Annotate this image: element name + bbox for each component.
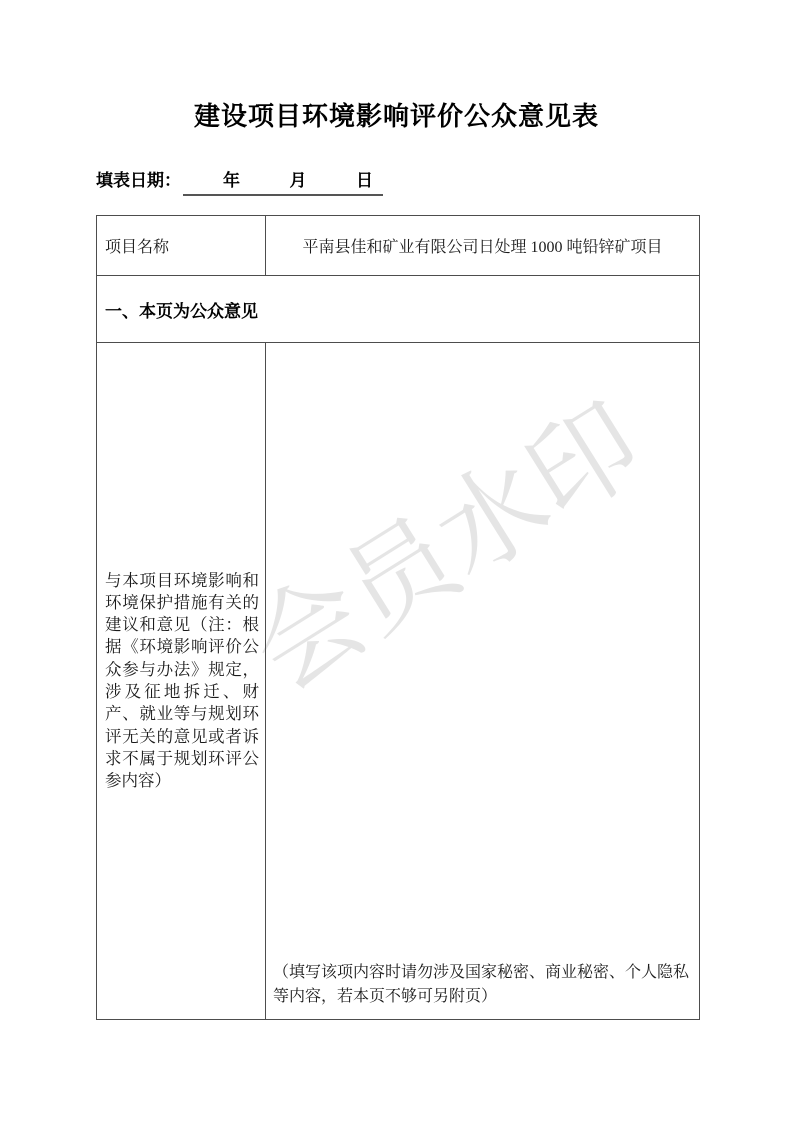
watermark: 会员水印	[231, 380, 662, 713]
project-name-row	[97, 216, 699, 276]
project-name-label: 项目名称	[105, 239, 170, 256]
section-header-row	[97, 276, 699, 343]
opinion-label: 与本项目环境影响和环境保护措施有关的建议和意见（注：根据《环境影响评价公众参与办法》规定，涉及征地拆迁、财产、就业等与规划环评无关的意见或者诉求不属于规划环评公参内容）	[105, 570, 259, 791]
section-title: 一、本页为公众意见	[105, 301, 258, 321]
opinion-input-note: （填写该项内容时请勿涉及国家秘密、商业秘密、个人隐私等内容，若本页不够可另附页）	[273, 964, 690, 1005]
month-label: 月	[289, 171, 307, 190]
fill-date-row	[96, 166, 383, 196]
opinion-row	[97, 343, 699, 1019]
opinion-input-area[interactable]	[266, 343, 699, 1019]
fill-date-blank[interactable]	[183, 166, 383, 196]
project-name-label-cell	[97, 216, 266, 275]
page-title: 建设项目环境影响评价公众意见表	[193, 101, 599, 131]
fill-date-label: 填表日期：	[96, 171, 181, 190]
opinion-form-table	[96, 215, 700, 1020]
project-name-value-cell	[266, 216, 699, 275]
day-label: 日	[356, 171, 373, 190]
project-name-value: 平南县佳和矿业有限公司日处理 1000 吨铅锌矿项目	[302, 239, 663, 256]
year-label: 年	[223, 171, 240, 190]
opinion-label-cell	[97, 343, 266, 1019]
